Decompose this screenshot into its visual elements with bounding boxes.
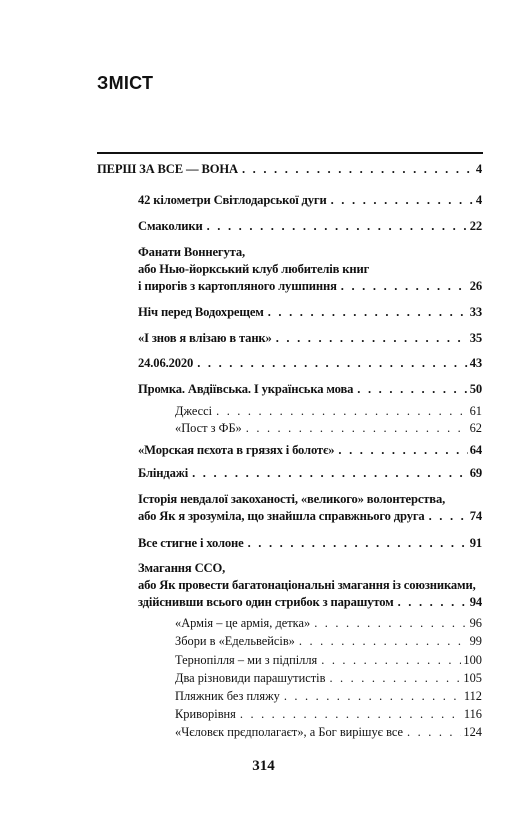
entry-title: Смаколики — [138, 219, 203, 233]
toc-entry[interactable] — [138, 218, 482, 235]
entry-title: «І знов я влізаю в танк» — [138, 331, 272, 345]
leader-dots — [240, 706, 462, 723]
entry-title: або Як я зрозуміла, що знайшла справжнього друга — [138, 509, 425, 523]
toc-entry[interactable] — [138, 355, 482, 372]
entry-title: Ніч перед Водохрещем — [138, 305, 264, 319]
entry-page: 91 — [469, 536, 482, 550]
entry-title: ПЕРШ ЗА ВСЕ — ВОНА — [97, 162, 238, 176]
toc-entry[interactable] — [138, 535, 482, 552]
page-number: 314 — [252, 758, 275, 774]
toc-subentry[interactable] — [175, 688, 482, 705]
entry-title: 42 кілометри Світлодарської дуги — [138, 193, 327, 207]
entry-title: Два різновиди парашутистів — [175, 671, 326, 685]
toc-subentry[interactable] — [175, 670, 482, 687]
toc-subentry[interactable] — [175, 403, 482, 420]
entry-page: 94 — [469, 595, 482, 609]
entry-title: «Пост з ФБ» — [175, 421, 242, 435]
entry-title: Криворівня — [175, 707, 236, 721]
toc-entry[interactable] — [138, 381, 482, 398]
toc-entry-part[interactable] — [97, 161, 482, 178]
toc-heading: ЗМІСТ — [97, 73, 154, 93]
entry-page: 96 — [469, 616, 482, 630]
leader-dots — [329, 670, 461, 687]
entry-page: 100 — [463, 653, 482, 667]
leader-dots — [207, 218, 468, 235]
entry-title: здійснивши всього один стрибок з парашутом — [138, 595, 394, 609]
toc-subentry[interactable] — [175, 615, 482, 632]
entry-title: Бліндажі — [138, 466, 189, 480]
leader-dots — [357, 381, 467, 398]
entry-title-line: Змагання ССО, — [138, 561, 226, 575]
toc-entry[interactable] — [138, 330, 482, 347]
toc-subentry[interactable] — [175, 706, 482, 723]
leader-dots — [321, 652, 461, 669]
leader-dots — [341, 278, 468, 295]
leader-dots — [398, 594, 468, 611]
leader-dots — [276, 330, 468, 347]
entry-title: Пляжник без пляжу — [175, 689, 280, 703]
toc-entry[interactable] — [138, 560, 482, 611]
entry-title: «Чєловєк прєдполагаєт», а Бог вирішує все — [175, 725, 404, 739]
leader-dots — [331, 192, 474, 209]
leader-dots — [407, 724, 461, 741]
entry-page: 64 — [469, 443, 482, 457]
leader-dots — [429, 508, 468, 525]
entry-page: 99 — [469, 634, 482, 648]
entry-title: Збори в «Едельвейсів» — [175, 634, 295, 648]
entry-page: 74 — [469, 509, 482, 523]
toc-entry[interactable] — [138, 465, 482, 482]
entry-page: 124 — [463, 725, 482, 739]
leader-dots — [246, 420, 468, 437]
leader-dots — [268, 304, 468, 321]
entry-title-line: або Нью-йоркський клуб любителів книг — [138, 262, 370, 276]
leader-dots — [242, 161, 474, 178]
entry-title-line: Фанати Воннегута, — [138, 245, 245, 259]
entry-page: 112 — [463, 689, 482, 703]
entry-title: «Армія – це армія, детка» — [175, 616, 311, 630]
entry-title-line: або Як провести багатонаціональні змагання із союзниками, — [138, 578, 476, 592]
entry-page: 116 — [463, 707, 482, 721]
entry-page: 105 — [463, 671, 482, 685]
leader-dots — [299, 633, 468, 650]
toc-subentry[interactable] — [175, 420, 482, 437]
leader-dots — [284, 688, 462, 705]
entry-title: і пирогів з картопляного лушпиння — [138, 279, 337, 293]
entry-title: Все стигне і холоне — [138, 536, 244, 550]
entry-page: 50 — [469, 382, 482, 396]
entry-page: 43 — [469, 356, 482, 370]
entry-page: 62 — [469, 421, 482, 435]
entry-title: Промка. Авдіївська. І українська мова — [138, 382, 354, 396]
toc-subentry[interactable] — [175, 652, 482, 669]
toc-entry[interactable] — [138, 192, 482, 209]
toc-entry[interactable] — [138, 304, 482, 321]
leader-dots — [314, 615, 467, 632]
entry-page: 4 — [475, 162, 482, 176]
entry-page: 26 — [469, 279, 482, 293]
entry-title-line: Історія невдалої закоханості, «великого» волонтерства, — [138, 492, 446, 506]
entry-page: 61 — [469, 404, 482, 418]
leader-dots — [338, 442, 467, 459]
leader-dots — [248, 535, 468, 552]
leader-dots — [216, 403, 468, 420]
entry-page: 35 — [469, 331, 482, 345]
toc-entry[interactable] — [138, 442, 482, 459]
entry-page: 4 — [475, 193, 482, 207]
entry-page: 22 — [469, 219, 482, 233]
entry-page: 33 — [469, 305, 482, 319]
toc-entry[interactable] — [138, 491, 482, 525]
entry-title: Тернопілля – ми з підпілля — [175, 653, 318, 667]
toc-subentry[interactable] — [175, 633, 482, 650]
entry-title: «Морская пєхота в грязях і болотє» — [138, 443, 335, 457]
leader-dots — [197, 355, 468, 372]
toc-entry[interactable] — [138, 244, 482, 295]
entry-page: 69 — [469, 466, 482, 480]
toc-subentry[interactable] — [175, 724, 482, 741]
entry-title: Джессі — [175, 404, 213, 418]
entry-title: 24.06.2020 — [138, 356, 194, 370]
heading-rule — [97, 152, 483, 154]
leader-dots — [192, 465, 468, 482]
